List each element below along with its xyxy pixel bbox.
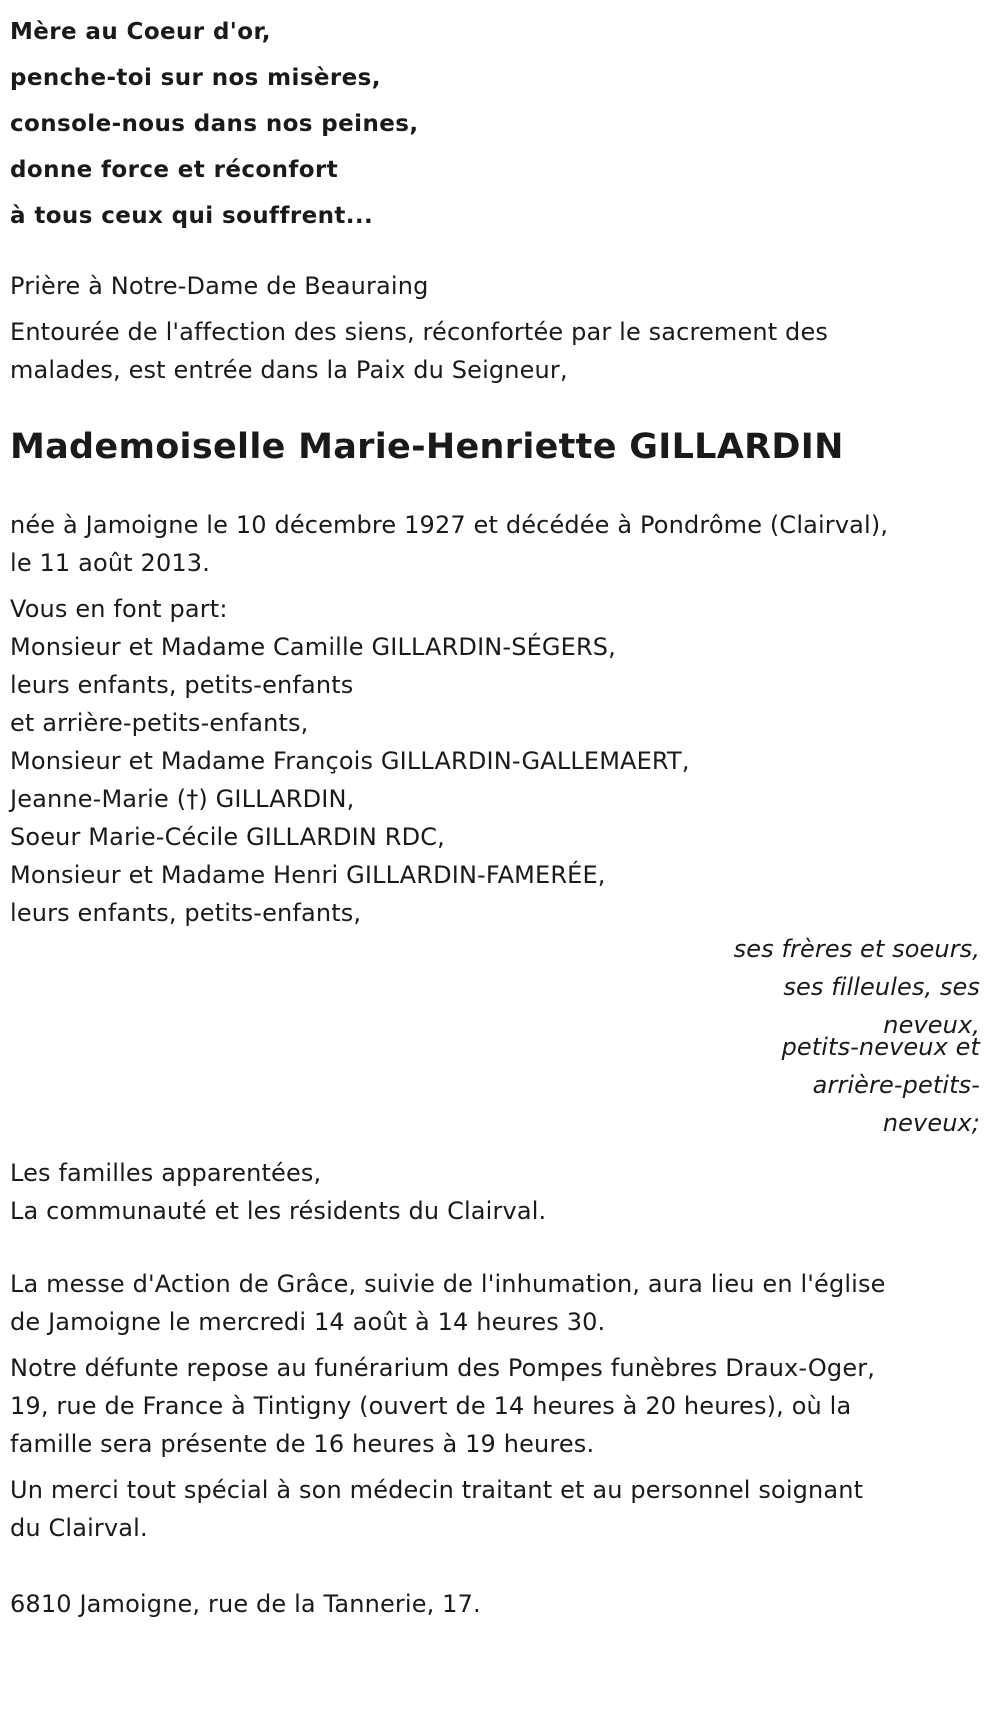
relations-area [10, 932, 990, 1154]
thanks-paragraph [10, 1471, 990, 1547]
mass-line: La messe d'Action de Grâce, suivie de l'inhumation, aura lieu en l'église [10, 1270, 886, 1298]
announcer-line: Monsieur et Madame Henri GILLARDIN-FAMERÉE, [10, 861, 606, 889]
announcer-line: Soeur Marie-Cécile GILLARDIN RDC, [10, 823, 445, 851]
announcer-line: Monsieur et Madame François GILLARDIN-GALLEMAERT, [10, 747, 690, 775]
relation-line: neveux, [883, 1011, 980, 1039]
families-paragraph [10, 1154, 990, 1230]
mass-paragraph [10, 1265, 990, 1341]
prayer-line: donne force et réconfort [10, 157, 339, 183]
funeral-home-line: 19, rue de France à Tintigny (ouvert de 14 heures à 20 heures), où la [10, 1392, 852, 1420]
prayer-line: console-nous dans nos peines, [10, 111, 419, 137]
dates-line: née à Jamoigne le 10 décembre 1927 et décédée à Pondrôme (Clairval), [10, 511, 889, 539]
relation-line: arrière-petits- [812, 1071, 980, 1099]
announcer-line: Monsieur et Madame Camille GILLARDIN-SÉGERS, [10, 633, 616, 661]
prayer-verse [10, 0, 990, 239]
intro-paragraph [10, 313, 990, 389]
announcers-list [10, 590, 990, 932]
deceased-name: Mademoiselle Marie-Henriette GILLARDIN [10, 427, 844, 467]
relation-line: neveux; [882, 1109, 980, 1137]
funeral-home-paragraph [10, 1349, 990, 1463]
mass-line: de Jamoigne le mercredi 14 août à 14 heures 30. [10, 1308, 606, 1336]
address: 6810 Jamoigne, rue de la Tannerie, 17. [10, 1590, 481, 1618]
announcer-line: leurs enfants, petits-enfants [10, 671, 354, 699]
dates-paragraph [10, 506, 990, 582]
dates-line: le 11 août 2013. [10, 549, 210, 577]
prayer-line: penche-toi sur nos misères, [10, 65, 381, 91]
obituary-notice [10, 0, 990, 1623]
funeral-home-line: Notre défunte repose au funérarium des Pompes funèbres Draux-Oger, [10, 1354, 876, 1382]
announcer-line: Jeanne-Marie (†) GILLARDIN, [10, 785, 355, 813]
funeral-home-line: famille sera présente de 16 heures à 19 heures. [10, 1430, 595, 1458]
thanks-line: Un merci tout spécial à son médecin traitant et au personnel soignant [10, 1476, 864, 1504]
intro-line: Entourée de l'affection des siens, réconfortée par le sacrement des [10, 318, 829, 346]
relation-line: ses filleules, ses [783, 973, 980, 1001]
families-line: La communauté et les résidents du Clairval. [10, 1197, 547, 1225]
relation-line: ses frères et soeurs, [733, 935, 980, 963]
announcer-line: Vous en font part: [10, 595, 228, 623]
relations-block [660, 930, 980, 1142]
thanks-line: du Clairval. [10, 1514, 148, 1542]
announcer-line: leurs enfants, petits-enfants, [10, 899, 362, 927]
prayer-source: Prière à Notre-Dame de Beauraing [10, 272, 429, 300]
relation-line: petits-neveux et [781, 1033, 980, 1061]
prayer-line: à tous ceux qui souffrent... [10, 203, 374, 229]
announcer-line: et arrière-petits-enfants, [10, 709, 309, 737]
prayer-line: Mère au Coeur d'or, [10, 19, 271, 45]
intro-line: malades, est entrée dans la Paix du Seigneur, [10, 356, 568, 384]
families-line: Les familles apparentées, [10, 1159, 322, 1187]
